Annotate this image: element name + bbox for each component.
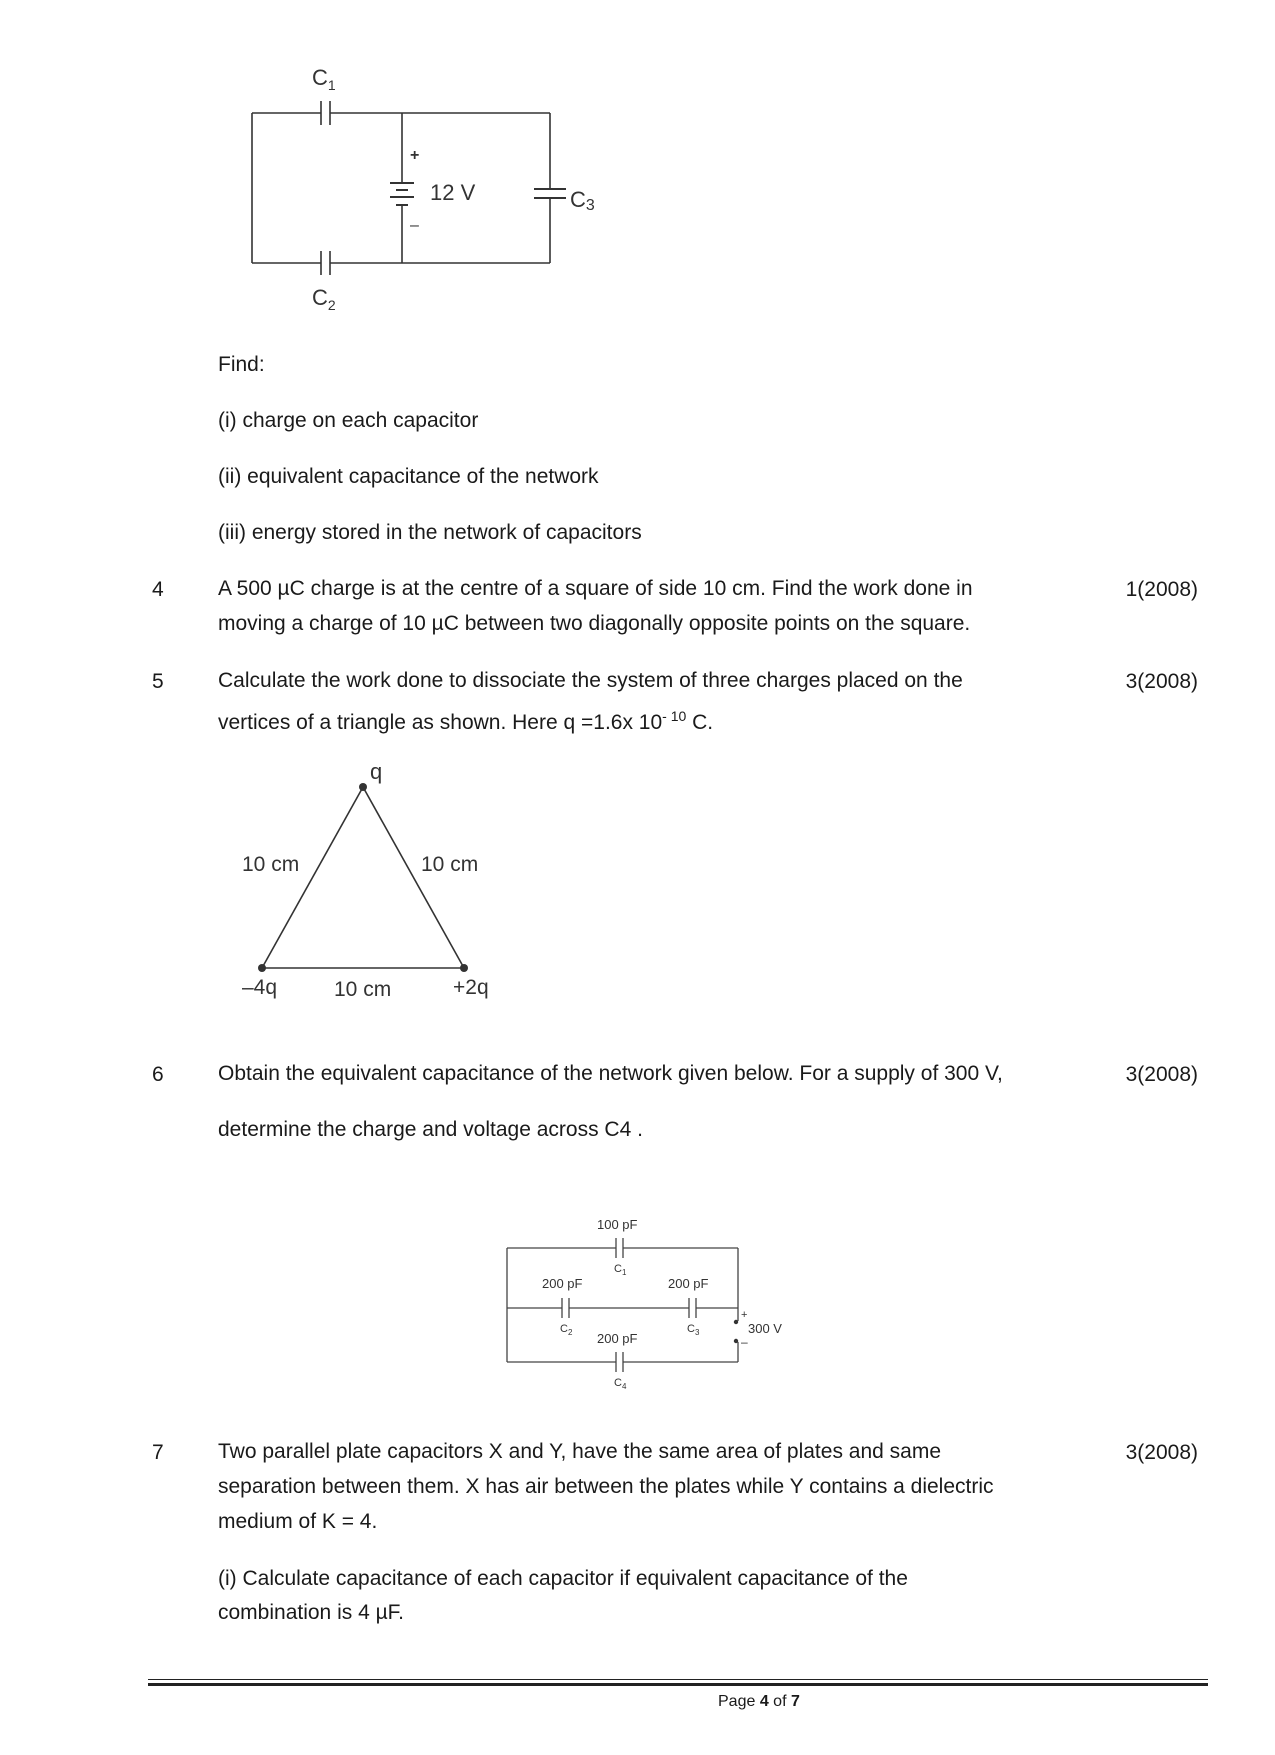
battery-minus: – [410,217,419,234]
c1-value: 100 pF [597,1217,638,1232]
q4-marks: 1(2008) [1125,578,1198,601]
charge-top: q [370,759,383,784]
c3-label: C3 [570,187,595,214]
battery-voltage: 12 V [430,180,476,205]
q4-line2: moving a charge of 10 µC between two diagonally opposite points on the square. [218,612,971,635]
vertex-right [460,964,468,972]
triangle-diagram [230,755,510,1005]
supply-voltage: 300 V [748,1321,782,1336]
page-total: 7 [790,1693,800,1710]
side-left-label: 10 cm [242,853,300,876]
page-word: Page [718,1693,760,1710]
supply-plus: + [741,1309,748,1321]
vertex-top [359,783,367,791]
c4-value: 200 pF [597,1331,638,1346]
question-number-7: 7 [152,1441,164,1464]
vertex-left [258,964,266,972]
question-number-6: 6 [152,1063,164,1086]
q7-sub1-line2: combination is 4 µF. [218,1601,405,1624]
circuit-diagram-2 [500,1210,820,1410]
q6-line1: Obtain the equivalent capacitance of the network given below. For a supply of 300 V, [218,1062,1003,1085]
page-number [718,1693,800,1711]
circuit-diagram-1 [230,55,630,325]
q5-line2-unit: C. [686,711,714,734]
supply-minus: – [741,1335,748,1349]
q7-line1: Two parallel plate capacitors X and Y, have the same area of plates and same [218,1440,942,1463]
c1-name: $C_1$ [614,1263,627,1277]
battery-plus: + [410,147,420,164]
footer-rule-thin [148,1679,1208,1680]
find-heading: Find: [218,353,265,376]
q5-line2-text: vertices of a triangle as shown. Here q =1.6x 10 [218,711,663,734]
q4-line1: A 500 µC charge is at the centre of a square of side 10 cm. Find the work done in [218,577,973,600]
c1-label: $C_1$ [312,65,336,93]
q5-marks: 3(2008) [1125,670,1198,693]
question-number-5: 5 [152,670,164,693]
side-bottom-label: 10 cm [334,978,392,1001]
q5-line2 [218,699,713,740]
q6-line2: determine the charge and voltage across C4 . [218,1118,643,1141]
c4-name: $C_4$ [614,1377,627,1391]
c2-value: 200 pF [542,1276,583,1291]
page-current: 4 [759,1693,769,1710]
c2-label: $C_2$ [312,285,336,313]
supply-minus-terminal [734,1339,738,1343]
q7-marks: 3(2008) [1125,1441,1198,1464]
of-word: of [768,1693,791,1710]
q7-sub1-line1: (i) Calculate capacitance of each capacitor if equivalent capacitance of the [218,1567,908,1590]
c3-name: $C_3$ [687,1323,700,1337]
find-item-3: (iii) energy stored in the network of capacitors [218,521,642,544]
find-item-2: (ii) equivalent capacitance of the network [218,465,599,488]
q5-exponent: - 10 [662,708,687,724]
side-right-label: 10 cm [421,853,479,876]
q7-line2: separation between them. X has air between the plates while Y contains a dielectric [218,1475,994,1498]
charge-right: +2q [453,976,489,999]
c2-name: $C_2$ [560,1323,573,1337]
q5-line1: Calculate the work done to dissociate the system of three charges placed on the [218,669,963,692]
supply-plus-terminal [734,1320,738,1324]
footer-rule-thick [148,1683,1208,1686]
charge-left: –4q [242,976,278,999]
q6-marks: 3(2008) [1125,1063,1198,1086]
question-number-4: 4 [152,578,164,601]
q7-line3: medium of K = 4. [218,1510,378,1533]
find-item-1: (i) charge on each capacitor [218,409,479,432]
c3-value: 200 pF [668,1276,709,1291]
